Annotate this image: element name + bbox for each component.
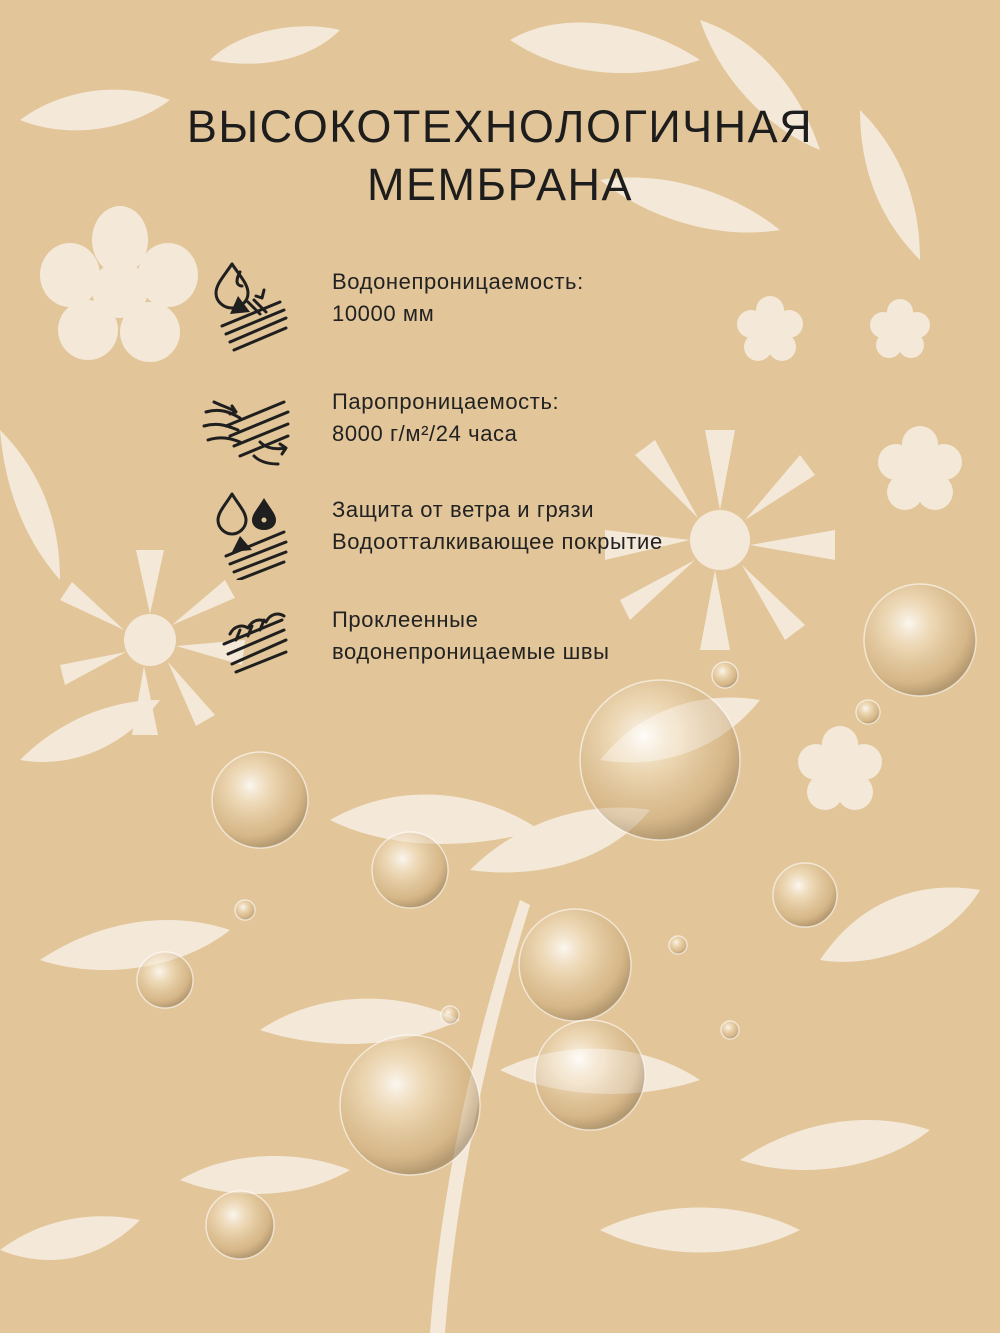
feature-protection [200,490,820,580]
feature-waterproof [200,262,820,352]
feature-protection-label: Защита от ветра и грязи [332,497,595,522]
feature-taped-seams-text [332,604,610,668]
water-drop-layers-icon [200,262,300,352]
feature-breathable-label: Паропроницаемость: [332,389,560,414]
feature-waterproof-label: Водонепроницаемость: [332,269,584,294]
feature-waterproof-text [332,266,584,330]
title-line-1: ВЫСОКОТЕХНОЛОГИЧНАЯ [186,101,814,152]
feature-taped-seams-label: Проклеенные [332,607,479,632]
feature-breathable-text [332,386,559,450]
taped-seams-icon [200,600,300,690]
feature-taped-seams [200,600,820,690]
breathable-layers-icon [200,382,300,472]
feature-breathable [200,382,820,472]
feature-breathable-value: 8000 г/м²/24 часа [332,421,518,446]
feature-protection-text [332,494,663,558]
feature-waterproof-value: 10000 мм [332,301,435,326]
feature-taped-seams-value: водонепроницаемые швы [332,639,610,664]
page-title [0,98,1000,214]
wind-dirt-protection-icon [200,490,300,580]
feature-protection-value: Водоотталкивающее покрытие [332,529,663,554]
title-line-2: МЕМБРАНА [366,159,634,210]
